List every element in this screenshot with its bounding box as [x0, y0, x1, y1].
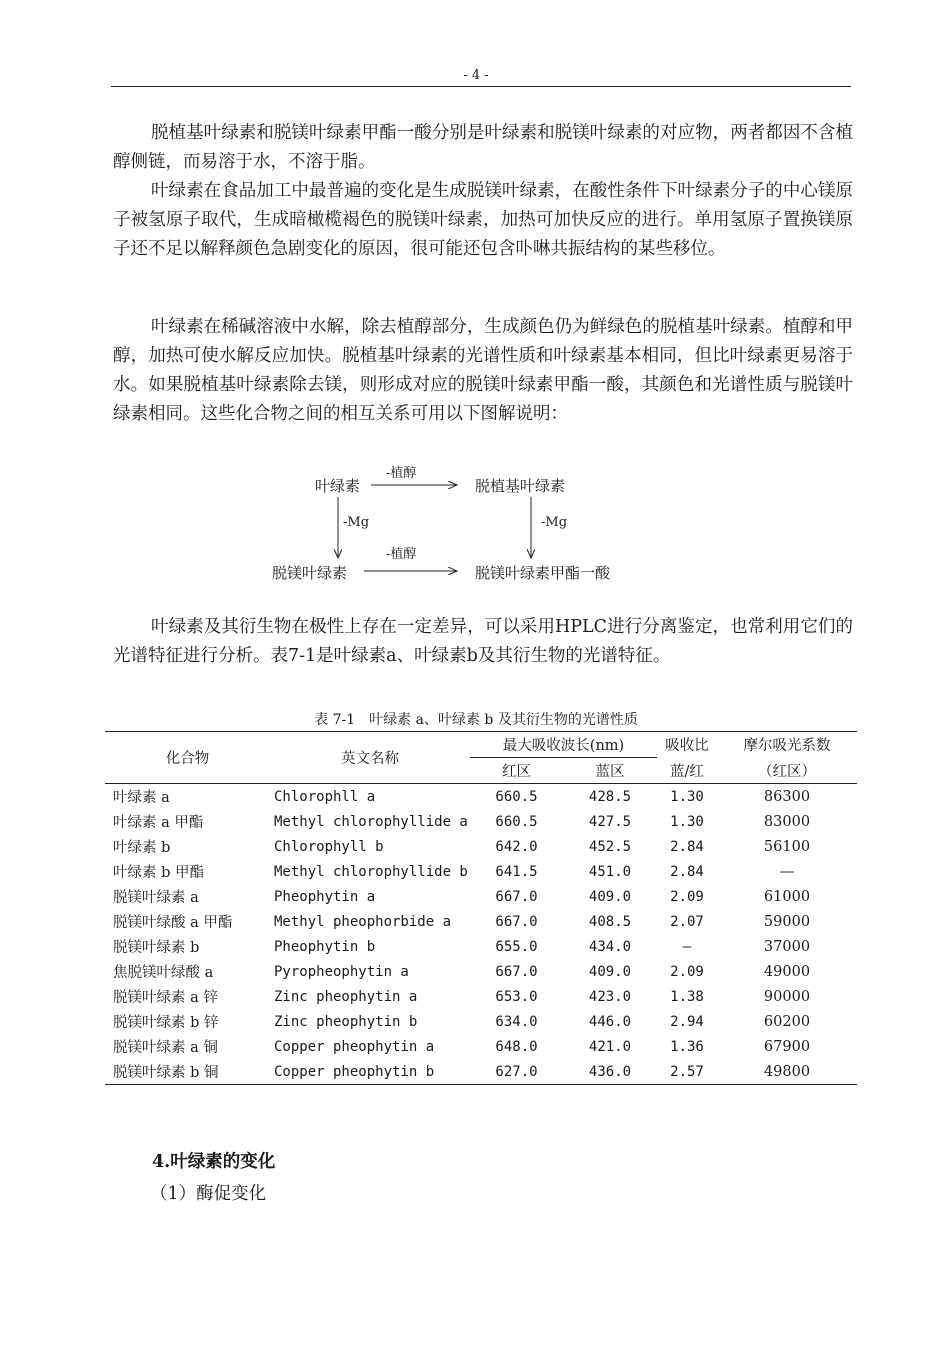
diagram-node-pheophytin: 脱镁叶绿素	[272, 564, 348, 582]
cell-molar-coef: 90000	[763, 988, 811, 1005]
cell-compound: 脱镁叶绿酸 a 甲酯	[113, 915, 233, 931]
table-row	[105, 1059, 857, 1085]
cell-english-name: Copper pheophytin b	[274, 1063, 435, 1080]
table-row	[105, 959, 857, 984]
cell-compound: 叶绿素 b 甲酯	[113, 865, 204, 881]
table-body	[105, 784, 857, 1085]
cell-absorb-ratio: 1.38	[670, 988, 704, 1005]
cell-blue-wavelength: 409.0	[588, 888, 632, 905]
paragraph-4: 叶绿素及其衍生物在极性上存在一定差异，可以采用HPLC进行分离鉴定，也常利用它们的光谱特征进行分析。表7-1是叶绿素a、叶绿素b及其衍生物的光谱特征。	[113, 617, 853, 666]
cell-compound: 脱镁叶绿素 a	[113, 890, 199, 906]
cell-absorb-ratio: 1.30	[670, 813, 704, 830]
cell-english-name: Chlorophll a	[274, 788, 376, 805]
cell-english-name: Pheophytin b	[274, 938, 376, 955]
table-row	[105, 859, 857, 884]
table-row	[105, 834, 857, 859]
paragraph-1: 脱植基叶绿素和脱镁叶绿素甲酯一酸分别是叶绿素和脱镁叶绿素的对应物，两者都因不含植醇侧链，而易溶于水，不溶于脂。	[113, 123, 853, 172]
cell-molar-coef: 67900	[763, 1038, 811, 1055]
cell-blue-wavelength: 451.0	[588, 863, 632, 880]
cell-english-name: Methyl chlorophyllide a	[274, 813, 468, 830]
header-red-region: 红区	[502, 764, 531, 780]
header-absorb-ratio: 吸收比	[665, 738, 709, 755]
cell-absorb-ratio: 1.30	[670, 788, 704, 805]
diagram-node-pheophorbide: 脱镁叶绿素甲酯一酸	[475, 564, 611, 582]
cell-blue-wavelength: 427.5	[588, 813, 632, 830]
cell-english-name: Copper pheophytin a	[274, 1038, 435, 1055]
cell-molar-coef: 56100	[763, 838, 811, 855]
diagram-label-right-arrow: -Mg	[541, 515, 568, 530]
cell-english-name: Methyl chlorophyllide b	[274, 863, 468, 880]
table-row	[105, 884, 857, 909]
table-row	[105, 1009, 857, 1034]
table-row	[105, 909, 857, 934]
cell-absorb-ratio: 1.36	[670, 1038, 704, 1055]
spectral-properties-table	[105, 731, 857, 1085]
table-row	[105, 809, 857, 834]
cell-molar-coef: 49000	[763, 963, 811, 980]
cell-red-wavelength: 667.0	[495, 913, 538, 930]
page-number: - 4 -	[463, 68, 489, 83]
cell-red-wavelength: 667.0	[495, 888, 538, 905]
table-row	[105, 1034, 857, 1059]
cell-absorb-ratio: 2.94	[670, 1013, 704, 1030]
cell-english-name: Methyl pheophorbide a	[274, 913, 452, 930]
paragraph-2: 叶绿素在食品加工中最普遍的变化是生成脱镁叶绿素，在酸性条件下叶绿素分子的中心镁原子被氢原子取代，生成暗橄榄褐色的脱镁叶绿素，加热可加快反应的进行。单用氢原子置换镁原子还不足以解释颜色急剧变化的原因，很可能还包含卟啉共振结构的某些移位。	[113, 181, 853, 259]
diagram-label-bottom-arrow: -植醇	[386, 547, 417, 562]
cell-blue-wavelength: 446.0	[588, 1013, 632, 1030]
cell-blue-wavelength: 409.0	[588, 963, 632, 980]
diagram-node-chlorophyllide: 脱植基叶绿素	[475, 477, 566, 495]
cell-red-wavelength: 648.0	[495, 1038, 538, 1055]
paragraph-3: 叶绿素在稀碱溶液中水解，除去植醇部分，生成颜色仍为鲜绿色的脱植基叶绿素。植醇和甲醇，加热可使水解反应加快。脱植基叶绿素的光谱性质和叶绿素基本相同，但比叶绿素更易溶于水。如果脱植基叶绿素除去镁，则形成对应的脱镁叶绿素甲酯一酸，其颜色和光谱性质与脱镁叶绿素相同。这些化合物之间的相互关系可用以下图解说明：	[113, 317, 853, 424]
cell-compound: 脱镁叶绿素 b	[113, 940, 200, 956]
cell-molar-coef: —	[779, 863, 795, 880]
cell-blue-wavelength: 452.5	[588, 838, 632, 855]
cell-absorb-ratio: 2.09	[670, 888, 704, 905]
cell-red-wavelength: 660.5	[495, 788, 538, 805]
cell-english-name: Pheophytin a	[274, 888, 376, 905]
diagram-node-chlorophyll: 叶绿素	[315, 477, 361, 495]
section-subheading: （1）酶促变化	[150, 1184, 267, 1204]
diagram-arrows	[0, 0, 952, 600]
cell-red-wavelength: 627.0	[495, 1063, 538, 1080]
cell-english-name: Zinc pheophytin a	[274, 988, 418, 1005]
cell-blue-wavelength: 421.0	[588, 1038, 632, 1055]
cell-blue-wavelength: 408.5	[588, 913, 632, 930]
cell-red-wavelength: 641.5	[495, 863, 538, 880]
cell-molar-coef: 59000	[763, 913, 811, 930]
cell-absorb-ratio: 2.09	[670, 963, 704, 980]
table-row	[105, 984, 857, 1009]
cell-absorb-ratio: 2.84	[670, 838, 704, 855]
header-english-name: 英文名称	[341, 751, 399, 767]
cell-molar-coef: 83000	[763, 813, 811, 830]
cell-molar-coef: 49800	[763, 1063, 811, 1080]
cell-blue-wavelength: 428.5	[588, 788, 632, 805]
cell-compound: 叶绿素 a 甲酯	[113, 815, 204, 831]
cell-red-wavelength: 634.0	[495, 1013, 538, 1030]
cell-red-wavelength: 667.0	[495, 963, 538, 980]
table-row	[105, 934, 857, 959]
header-molar-coef: 摩尔吸光系数	[743, 738, 831, 755]
cell-red-wavelength: 655.0	[495, 938, 538, 955]
cell-english-name: Pyropheophytin a	[274, 963, 409, 980]
cell-absorb-ratio: —	[682, 938, 692, 955]
cell-compound: 脱镁叶绿素 a 锌	[113, 990, 218, 1006]
cell-english-name: Zinc pheophytin b	[274, 1013, 418, 1030]
cell-molar-coef: 60200	[763, 1013, 811, 1030]
cell-blue-wavelength: 436.0	[588, 1063, 632, 1080]
section-heading: 4.叶绿素的变化	[152, 1152, 276, 1172]
cell-compound: 脱镁叶绿素 a 铜	[113, 1040, 218, 1056]
cell-blue-wavelength: 434.0	[588, 938, 632, 955]
cell-english-name: Chlorophyll b	[274, 838, 384, 855]
cell-molar-coef: 37000	[763, 938, 811, 955]
cell-red-wavelength: 642.0	[495, 838, 538, 855]
cell-molar-coef: 86300	[763, 788, 811, 805]
cell-molar-coef: 61000	[763, 888, 811, 905]
cell-compound: 脱镁叶绿素 b 锌	[113, 1015, 219, 1031]
cell-compound: 叶绿素 b	[113, 840, 171, 856]
table-caption: 表 7-1 叶绿素 a、叶绿素 b 及其衍生物的光谱性质	[314, 712, 638, 728]
cell-compound: 叶绿素 a	[113, 790, 170, 806]
table-row	[105, 784, 857, 810]
cell-compound: 焦脱镁叶绿酸 a	[113, 965, 214, 981]
cell-absorb-ratio: 2.07	[670, 913, 704, 930]
header-ratio-unit: 蓝/红	[670, 763, 704, 780]
header-blue-region: 蓝区	[595, 764, 625, 780]
cell-blue-wavelength: 423.0	[588, 988, 632, 1005]
header-compound: 化合物	[165, 751, 210, 767]
cell-absorb-ratio: 2.57	[670, 1063, 704, 1080]
cell-compound: 脱镁叶绿素 b 铜	[113, 1065, 219, 1081]
header-molar-unit: （红区）	[758, 763, 816, 780]
cell-absorb-ratio: 2.84	[670, 863, 704, 880]
diagram-label-top-arrow: -植醇	[386, 466, 417, 481]
diagram-label-left-arrow: -Mg	[343, 515, 370, 530]
cell-red-wavelength: 653.0	[495, 988, 538, 1005]
header-max-absorption: 最大吸收波长(nm)	[470, 732, 657, 758]
cell-red-wavelength: 660.5	[495, 813, 538, 830]
